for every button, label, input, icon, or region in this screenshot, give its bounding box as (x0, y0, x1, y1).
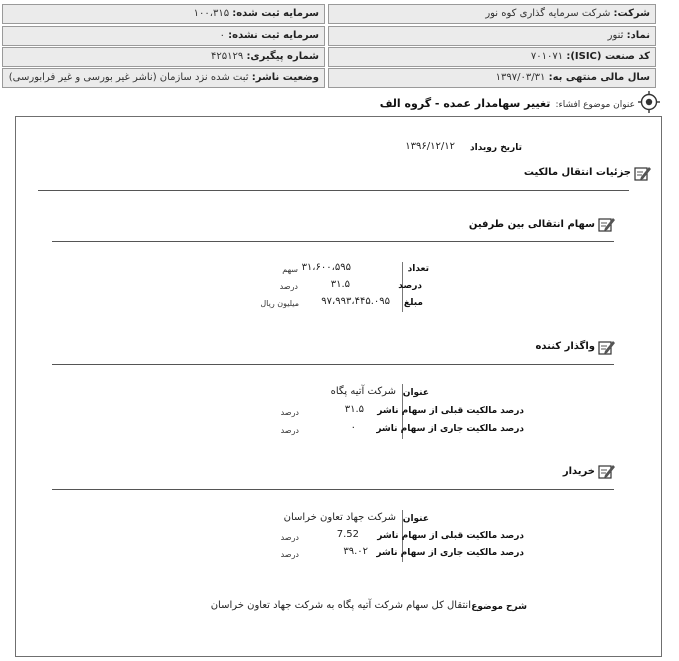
isic-value: ۷۰۱۰۷۱ (530, 51, 564, 62)
shares-count-value: ۳۱،۶۰۰،۵۹۵ (301, 262, 351, 273)
event-date-label: تاریخ رویداد (470, 143, 522, 153)
shares-percent-unit: درصد (279, 282, 298, 291)
shares-amount-unit: میلیون ریال (260, 299, 299, 308)
shares-percent-value: ۳۱.۵ (330, 279, 350, 290)
target-icon (638, 91, 660, 113)
buyer-before-label: درصد مالکیت قبلی از سهام ناشر (377, 531, 524, 541)
info-row-3 (2, 47, 656, 67)
seller-after-label: درصد مالکیت جاری از سهام ناشر (376, 424, 524, 434)
edit-icon (598, 463, 616, 480)
buyer-before-unit: درصد (280, 533, 299, 542)
description-value: انتقال کل سهام شرکت آتیه پگاه به شرکت جهاد تعاون خراسان (210, 600, 471, 611)
description-label: شرح موضوع (471, 602, 527, 612)
unregistered-capital-label: سرمایه ثبت نشده: (228, 30, 319, 41)
shares-percent-label: درصد (398, 281, 422, 291)
symbol-value: ثنور (607, 30, 624, 41)
seller-before-value: ۳۱.۵ (344, 404, 364, 415)
edit-icon (634, 165, 652, 182)
info-row-4 (2, 68, 656, 88)
disclosure-title (380, 92, 635, 112)
unregistered-capital-value: ۰ (219, 30, 225, 41)
symbol-label: نماد: (626, 30, 650, 41)
event-date-value: ۱۳۹۶/۱۲/۱۲ (405, 141, 455, 152)
divider (52, 489, 614, 490)
section-title-buyer: خریدار (562, 466, 595, 477)
company-info-table (2, 4, 656, 88)
registered-capital-label: سرمایه ثبت شده: (232, 8, 319, 19)
buyer-title-value: شرکت جهاد تعاون خراسان (283, 512, 396, 523)
publisher-status-cell (2, 68, 325, 88)
seller-title-label: عنوان (402, 388, 429, 398)
shares-count-unit: سهم (282, 265, 298, 274)
info-row-2 (2, 26, 656, 46)
seller-after-unit: درصد (280, 426, 299, 435)
symbol-cell (328, 26, 656, 46)
buyer-after-label: درصد مالکیت جاری از سهام ناشر (376, 548, 524, 558)
buyer-after-value: ۳۹.۰۲ (343, 546, 368, 557)
seller-title-value: شرکت آتیه پگاه (330, 386, 396, 397)
disclosure-title-value: تغییر سهامدار عمده - گروه الف (379, 97, 551, 110)
shares-amount-value: ۹۷،۹۹۳،۴۴۵.۰۹۵ (321, 296, 390, 307)
isic-label: کد صنعت (ISIC): (566, 51, 650, 62)
disclosure-title-label: عنوان موضوع افشاء: (555, 100, 635, 110)
shares-amount-label: مبلغ (403, 298, 423, 308)
fiscal-year-cell (328, 68, 656, 88)
edit-icon (598, 216, 616, 233)
divider (38, 190, 629, 191)
registered-capital-value: ۱۰۰،۳۱۵ (193, 8, 230, 19)
buyer-title-label: عنوان (402, 514, 429, 524)
edit-icon (598, 339, 616, 356)
fiscal-year-label: سال مالی منتهی به: (548, 72, 650, 83)
seller-before-unit: درصد (280, 408, 299, 417)
section-title-shares: سهام انتقالی بین طرفین (468, 219, 595, 230)
tracking-number-cell (2, 47, 325, 67)
company-name-cell (328, 4, 656, 24)
divider (52, 364, 614, 365)
seller-after-value: ۰ (350, 422, 356, 433)
publisher-status-label: وضعیت ناشر: (251, 72, 319, 83)
company-value: شرکت سرمایه گذاری کوه نور (485, 8, 611, 19)
divider (52, 241, 614, 242)
tracking-number-value: ۴۲۵۱۲۹ (211, 51, 244, 62)
buyer-before-value: 7.52 (336, 529, 359, 540)
buyer-after-unit: درصد (280, 550, 299, 559)
unregistered-capital-cell (2, 26, 325, 46)
isic-cell (328, 47, 656, 67)
registered-capital-cell (2, 4, 325, 24)
info-row-1 (2, 4, 656, 24)
publisher-status-value: ثبت شده نزد سازمان (ناشر غیر بورسی و غیر فرابورسی) (8, 72, 249, 83)
tracking-number-label: شماره پیگیری: (246, 51, 319, 62)
seller-before-label: درصد مالکیت قبلی از سهام ناشر (377, 406, 524, 416)
section-title-seller: واگذار کننده (535, 341, 595, 352)
company-label: شرکت: (613, 8, 650, 19)
shares-count-label: تعداد (407, 264, 429, 274)
section-title-details: جزئیات انتقال مالکیت (523, 167, 631, 178)
fiscal-year-value: ۱۳۹۷/۰۳/۳۱ (495, 72, 546, 83)
